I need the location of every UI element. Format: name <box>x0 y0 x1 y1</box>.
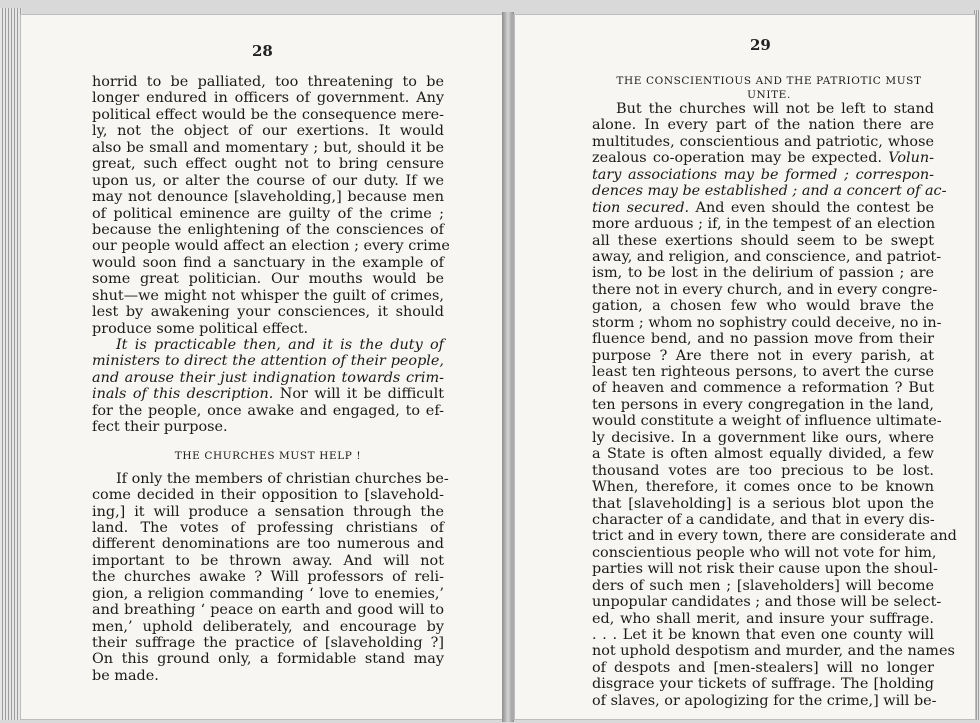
paragraph-2 <box>92 337 444 436</box>
text-line: political effect would be the consequence mere- <box>92 106 444 123</box>
text-line <box>92 337 444 353</box>
text-line: gation, a chosen few who would brave the <box>592 298 934 315</box>
plain-text: Nor will it be difficult <box>279 386 445 403</box>
italic-text: dences may be established ; and a concert of ac- <box>592 183 947 200</box>
plain-text: zealous co-operation may be expected. <box>592 150 882 167</box>
text-line: of slaves, or apologizing for the crime,] will be- <box>592 692 937 709</box>
text-line: When, therefore, it comes once to be known <box>592 479 934 496</box>
text-line <box>92 386 444 402</box>
text-line: for the people, once awake and engaged, to ef- <box>92 402 444 419</box>
text-line: unpopular candidates ; and those will be select- <box>592 594 942 611</box>
text-line: purpose ? Are there not in every parish, at <box>592 347 934 364</box>
text-line: away, and religion, and conscience, and patriot- <box>592 248 942 265</box>
text-line: But the churches will not be left to stand <box>616 101 934 117</box>
italic-text: inals of this description. <box>92 386 274 403</box>
text-line: conscientious people who will not vote for him, <box>592 544 937 561</box>
heading-line: UNITE. <box>747 89 791 101</box>
italic-text: and arouse their just indignation towards crim- <box>92 369 444 386</box>
italic-text: It is practicable then, and it is the duty of <box>116 337 444 353</box>
text-line: of despots and [men-stealers] will no longer <box>592 659 934 676</box>
text-line <box>592 150 934 166</box>
text-line: disgrace your tickets of suffrage. The [holding <box>592 676 934 693</box>
text-line: different denominations are too numerous and <box>92 536 444 553</box>
text-line: horrid to be palliated, too threatening to be <box>92 74 444 90</box>
text-line: some great politician. Our mouths would be <box>92 271 444 288</box>
text-line: all these exertions should seem to be swept <box>592 232 934 249</box>
text-line: our people would affect an election ; every crime <box>92 238 450 255</box>
text-line: great, such effect ought not to bring censure <box>92 156 444 173</box>
text-line: gion, a religion commanding ‘ love to enemies,’ <box>92 585 444 602</box>
page-edges-left <box>0 8 22 720</box>
heading-line: THE CONSCIENTIOUS AND THE PATRIOTIC MUST <box>616 75 922 87</box>
page-number-right: 29 <box>750 36 771 54</box>
right-page-text <box>592 101 957 709</box>
text-line: character of a candidate, and that in every dis- <box>592 511 935 528</box>
text-line: a State is often almost equally divided, a few <box>592 446 934 463</box>
text-line <box>592 183 947 200</box>
text-line: . . . Let it be known that even one county will <box>592 627 934 643</box>
text-line <box>592 167 934 183</box>
text-line: fluence bend, and no passion move from their <box>592 331 934 348</box>
text-line: would constitute a weight of influence ultimate- <box>592 413 942 430</box>
text-line: there not in every church, and in every congre- <box>592 281 938 298</box>
text-line: ed, who shall merit, and insure your suffrage. <box>592 610 934 627</box>
text-line: storm ; whom no sophistry could deceive, no in- <box>592 314 942 331</box>
text-line: shut—we might not whisper the guilt of crimes, <box>92 287 444 304</box>
text-line: produce some political effect. <box>92 320 309 337</box>
section-heading <box>604 74 934 102</box>
text-line: least ten righteous persons, to avert the curse <box>592 364 934 380</box>
text-line: ly, not the object of our exertions. It would <box>92 123 444 140</box>
text-line: of political eminence are guilty of the crime ; <box>92 205 444 222</box>
text-line: and breathing ‘ peace on earth and good will to <box>92 602 444 619</box>
paragraph-3 <box>92 470 449 685</box>
section-heading: THE CHURCHES MUST HELP ! <box>174 449 362 462</box>
text-line: because the enlightening of the consciences of <box>92 221 444 238</box>
text-line: the churches awake ? Will professors of reli- <box>92 569 444 586</box>
text-line <box>92 353 444 369</box>
text-line: may not denounce [slaveholding,] because men <box>92 189 444 206</box>
text-line: ten persons in every congregation in the land, <box>592 396 934 413</box>
text-line: ism, to be lost in the delirium of passion ; are <box>592 265 934 282</box>
text-line: ing,] it will produce a sensation through the <box>92 503 444 520</box>
text-line: lest by awakening your consciences, it should <box>92 304 444 321</box>
text-line: be made. <box>92 667 159 684</box>
text-line: ly decisive. In a government like ours, where <box>592 429 934 446</box>
text-line: thousand votes are too precious to be lost. <box>592 462 934 479</box>
text-line: also be small and momentary ; but, should it be <box>92 139 444 156</box>
text-line: land. The votes of professing christians of <box>92 519 444 536</box>
text-line: longer endured in officers of government. Any <box>92 90 444 107</box>
text-line: alone. In every part of the nation there are <box>592 117 934 134</box>
text-line: upon us, or alter the course of our duty. If we <box>92 172 444 189</box>
text-line: parties will not risk their cause upon the shoul- <box>592 561 938 578</box>
text-line: their suffrage the practice of [slaveholding ?] <box>92 635 444 651</box>
text-line: If only the members of christian churches be- <box>116 470 449 487</box>
text-line: more arduous ; if, in the tempest of an election <box>592 216 936 233</box>
left-page <box>20 14 506 720</box>
text-line: multitudes, conscientious and patriotic, whose <box>592 133 934 150</box>
text-line: fect their purpose. <box>92 419 228 436</box>
page-number-left: 28 <box>252 42 273 60</box>
text-line: trict and in every town, there are considerate and <box>592 528 957 545</box>
paragraph-1 <box>92 74 450 337</box>
text-line: important to be thrown away. And will not <box>92 552 444 569</box>
text-line: men,’ uphold deliberately, and encourage by <box>92 618 444 635</box>
text-line: that [slaveholding] is a serious blot upon the <box>592 495 934 512</box>
text-line: not uphold despotism and murder, and the names <box>592 643 955 660</box>
text-line: would soon find a sanctuary in the example of <box>92 254 444 271</box>
italic-text: ministers to direct the attention of their people, <box>92 353 444 370</box>
text-line: of heaven and commence a reformation ? But <box>592 380 934 397</box>
italic-text: tion secured. <box>592 199 690 216</box>
text-line: On this ground only, a formidable stand may <box>92 651 444 668</box>
plain-text: And even should the contest be <box>695 199 934 216</box>
text-line <box>592 200 934 216</box>
right-page <box>512 14 976 720</box>
text-line: come decided in their opposition to [slavehold- <box>92 487 444 504</box>
text-line: ders of such men ; [slaveholders] will become <box>592 577 934 594</box>
italic-text: tary associations may be formed ; correspon- <box>592 166 934 183</box>
italic-text: Volun- <box>888 150 934 167</box>
text-line <box>92 370 444 386</box>
left-page-text <box>92 74 450 684</box>
